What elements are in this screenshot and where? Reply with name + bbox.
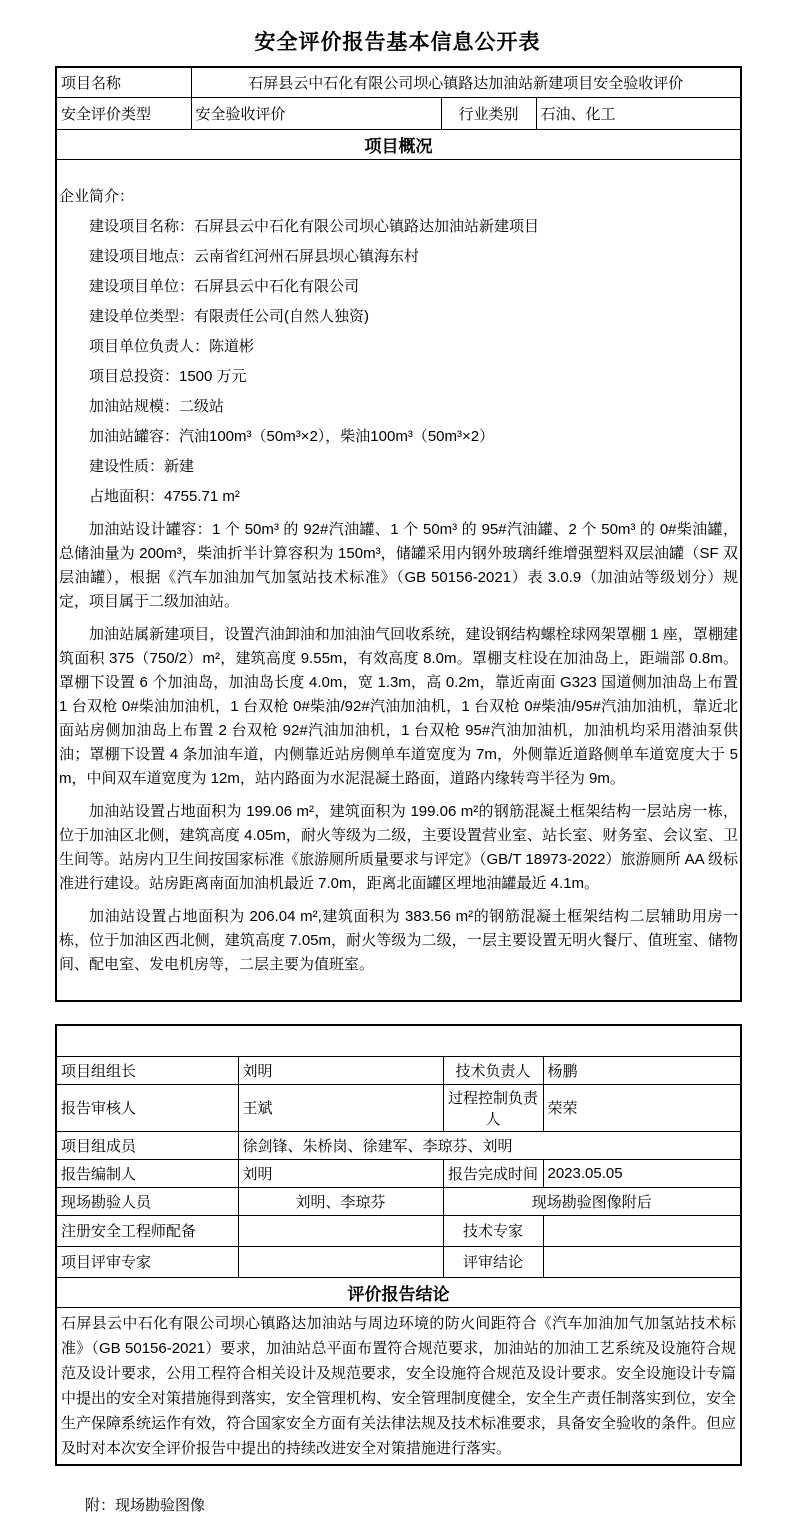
project-name-value: 石屏县云中石化有限公司坝心镇路达加油站新建项目安全验收评价 [191,67,741,97]
report-author-label: 报告编制人 [56,1159,238,1187]
overview-item: 加油站罐容：汽油100m³（50m³×2），柴油100m³（50m³×2） [89,428,495,445]
safety-engineer-value [238,1215,443,1246]
report-author-value: 刘明 [238,1159,443,1187]
page-title: 安全评价报告基本信息公开表 [254,31,541,54]
tech-lead-label: 技术负责人 [443,1056,543,1084]
overview-paragraph: 加油站设置占地面积为 206.04 m²,建筑面积为 383.56 m²的钢筋混凝土框架结构二层辅助用房一栋，位于加油区西北侧，建筑高度 7.05m，耐火等级为二级，一层主要设置无明火餐厅、值班室、储物间、配电室、发电机房等，二层主要为值班室。 [59,908,738,973]
overview-item: 建设单位类型：有限责任公司(自然人独资) [89,308,369,325]
overview-cell [56,159,741,1001]
review-conclusion-value [543,1246,741,1277]
project-name-label: 项目名称 [56,67,191,97]
overview-paragraph: 加油站属新建项目，设置汽油卸油和加油油气回收系统，建设钢结构螺栓球网架罩棚 1 座，罩棚建筑面积 375（750/2）m²，建筑高度 9.55m，有效高度 8.0m。罩棚支柱设在加油岛上，距端部 0.8m。罩棚下设置 6 个加油岛，加油岛长度 4.0m，宽 1.3m，高 0.2m，靠近南面 G323 国道侧加油岛上布置 1 台双枪 0#柴油加油机，1 台双枪 0#柴油/92#汽油加油机，1 台双枪 0#柴油/95#汽油加油机，靠近北面站房侧加油岛上布置 2 台双枪 92#汽油加油机，1 台双枪 95#汽油加油机，加油机均采用潜油泵供油；罩棚下设置 4 条加油车道，内侧靠近站房侧单车道宽度为 7m，外侧靠近道路侧单车道宽度大于 5m，中间双车道宽度为 12m，站内路面为水泥混凝土路面，道路内缘转弯半径为 9m。 [59,626,738,787]
overview-item: 项目总投资：1500 万元 [89,368,247,385]
process-control-value: 荣荣 [543,1084,741,1131]
site-survey-note: 现场勘验图像附后 [443,1187,741,1215]
site-survey-people: 刘明、李琼芬 [238,1187,443,1215]
team-members-label: 项目组成员 [56,1131,238,1159]
overview-row [56,159,741,1001]
eval-type-label: 安全评价类型 [56,97,191,129]
review-expert-row [56,1246,741,1277]
report-reviewer-value: 王斌 [238,1084,443,1131]
process-control-label: 过程控制负责人 [443,1084,543,1131]
conclusion-cell [56,1307,741,1465]
review-expert-value [238,1246,443,1277]
empty-cell [56,1025,741,1057]
safety-engineer-row [56,1215,741,1246]
overview-paragraph: 加油站设计罐容：1 个 50m³ 的 92#汽油罐、1 个 50m³ 的 95#汽油罐、2 个 50m³ 的 0#柴油罐，总储油量为 200m³，柴油折半计算容积为 150m³，储罐采用内钢外玻璃纤维增强塑料双层油罐（SF 双层油罐），根据《汽车加油加气加氢站技术标准》（GB 50156-2021）表 3.0.9（加油站等级划分）规定，项目属于二级加油站。 [59,521,738,610]
industry-label: 行业类别 [441,97,536,129]
conclusion-header: 评价报告结论 [56,1277,741,1307]
attachment-note: 附：现场勘验图像 [85,1496,206,1514]
overview-item: 建设性质：新建 [89,458,195,475]
report-author-row [56,1159,741,1187]
site-survey-label: 现场勘验人员 [56,1187,238,1215]
overview-item: 建设项目名称：石屏县云中石化有限公司坝心镇路达加油站新建项目 [89,218,540,235]
team-leader-label: 项目组组长 [56,1056,238,1084]
team-leader-value: 刘明 [238,1056,443,1084]
overview-item: 建设项目地点：云南省红河州石屏县坝心镇海东村 [89,248,420,265]
report-reviewer-row [56,1084,741,1131]
finish-time-value: 2023.05.05 [543,1159,741,1187]
overview-header-row [56,129,741,159]
conclusion-text: 石屏县云中石化有限公司坝心镇路达加油站与周边环境的防火间距符合《汽车加油加气加氢站技术标准》（GB 50156-2021）要求，加油站总平面布置符合规范要求，加油站的加油工艺系统及设施符合规范及设计要求，公用工程符合相关设计及规范要求，安全设施符合规范及设计要求。安全设施设计专篇中提出的安全对策措施得到落实，安全管理机构、安全管理制度健全，安全生产责任制落实到位，安全生产保障系统运作有效，符合国家安全方面有关法律法规及技术标准要求，具备安全验收的条件。但应及时对本次安全评价报告中提出的持续改进安全对策措施进行落实。 [61,1314,737,1457]
project-name-row [56,67,741,97]
team-members-row [56,1131,741,1159]
report-reviewer-label: 报告审核人 [56,1084,238,1131]
empty-row [56,1025,741,1057]
site-survey-row [56,1187,741,1215]
overview-item: 建设项目单位：石屏县云中石化有限公司 [89,278,360,295]
tech-expert-label: 技术专家 [443,1215,543,1246]
eval-type-value: 安全验收评价 [191,97,441,129]
company-intro-label: 企业简介： [59,188,135,205]
team-table [55,1024,742,1466]
conclusion-header-row [56,1277,741,1307]
eval-type-row [56,97,741,129]
team-leader-row [56,1056,741,1084]
conclusion-row [56,1307,741,1465]
overview-header: 项目概况 [56,129,741,159]
tech-expert-value [543,1215,741,1246]
basic-info-table [55,66,742,1002]
safety-engineer-label: 注册安全工程师配备 [56,1215,238,1246]
team-members-value: 徐剑锋、朱桥岗、徐建军、李琼芬、刘明 [238,1131,741,1159]
overview-item: 占地面积：4755.71 m² [89,488,240,505]
overview-item: 加油站规模：二级站 [89,398,225,415]
overview-paragraph: 加油站设置占地面积为 199.06 m²，建筑面积为 199.06 m²的钢筋混凝土框架结构一层站房一栋，位于加油区北侧，建筑高度 4.05m，耐火等级为二级，主要设置营业室、站长室、财务室、会议室、卫生间等。站房内卫生间按国家标准《旅游厕所质量要求与评定》（GB/T 18973-2022）旅游厕所 AA 级标准进行建设。站房距离南面加油机最近 7.0m，距离北面罐区埋地油罐最近 4.1m。 [59,803,738,892]
overview-item: 项目单位负责人：陈道彬 [89,338,255,355]
tech-lead-value: 杨鹏 [543,1056,741,1084]
review-conclusion-label: 评审结论 [443,1246,543,1277]
review-expert-label: 项目评审专家 [56,1246,238,1277]
finish-time-label: 报告完成时间 [443,1159,543,1187]
industry-value: 石油、化工 [536,97,741,129]
